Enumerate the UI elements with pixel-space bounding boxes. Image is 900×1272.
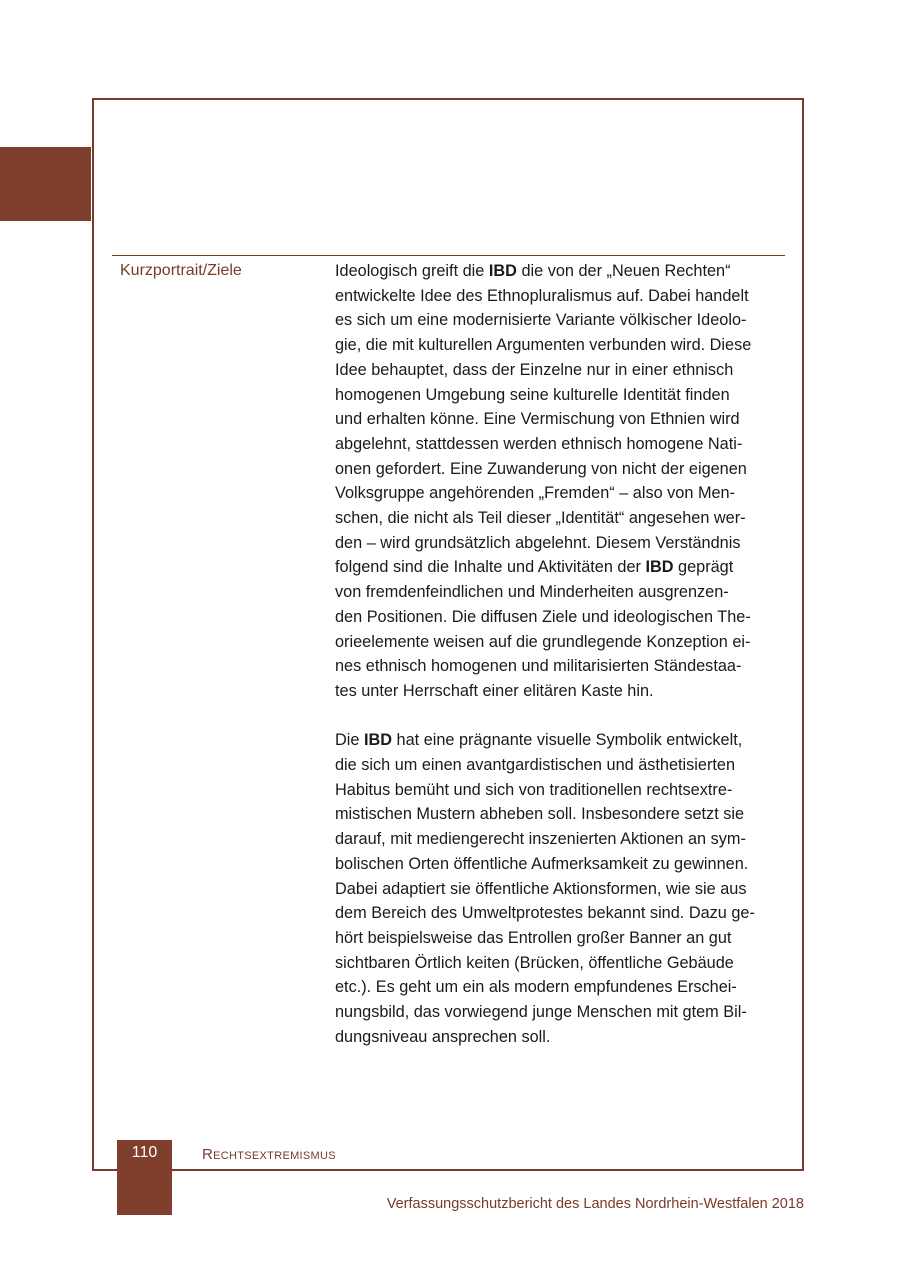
- text-segment: gie, die mit kulturellen Argumenten verbunden wird. Diese: [335, 336, 752, 355]
- paragraph: [335, 728, 780, 1049]
- text-segment: entwickelte Idee des Ethnopluralismus auf. Dabei handelt: [335, 286, 749, 305]
- text-line: [335, 877, 780, 902]
- text-segment: folgend sind die Inhalte und Aktivitäten der: [335, 558, 646, 577]
- text-segment: es sich um eine modernisierte Variante völkischer Ideolo-: [335, 311, 747, 330]
- text-segment: etc.). Es geht um ein als modern empfundenes Erschei-: [335, 978, 737, 997]
- paragraph: [335, 259, 780, 704]
- text-segment: und erhalten könne. Eine Vermischung von Ethnien wird: [335, 410, 740, 429]
- body-text: [335, 259, 780, 1049]
- text-segment: nes ethnisch homogenen und militarisierten Ständestaa-: [335, 657, 742, 676]
- text-segment: schen, die nicht als Teil dieser „Identität“ angesehen wer-: [335, 509, 746, 528]
- text-line: [335, 531, 780, 556]
- text-segment: die von der „Neuen Rechten“: [516, 262, 731, 280]
- section-label: Kurzportrait/Ziele: [120, 262, 242, 279]
- text-segment: den – wird grundsätzlich abgelehnt. Diesem Verständnis: [335, 533, 741, 552]
- text-line: [335, 827, 780, 852]
- running-section-title: Rechtsextremismus: [202, 1146, 336, 1163]
- text-segment: sichtbaren Örtlich keiten (Brücken, öffentliche Gebäude: [335, 953, 734, 972]
- text-segment: tes unter Herrschaft einer elitären Kaste hin.: [335, 681, 654, 700]
- text-line: [335, 506, 780, 531]
- chapter-tab-marker: [0, 147, 91, 221]
- text-segment: bolischen Orten öffentliche Aufmerksamkeit zu gewinnen.: [335, 854, 749, 873]
- text-segment: geprägt: [673, 558, 734, 577]
- text-segment: hört beispielsweise das Entrollen großer Banner an gut: [335, 928, 732, 947]
- emphasis: IBD: [645, 558, 674, 577]
- text-line: [335, 457, 780, 482]
- text-segment: Idee behauptet, dass der Einzelne nur in einer ethnisch: [335, 360, 734, 379]
- text-segment: homogenen Umgebung seine kulturelle Identität finden: [335, 385, 730, 404]
- text-segment: die sich um einen avantgardistischen und ästhetisierten: [335, 756, 736, 775]
- text-line: [335, 975, 780, 1000]
- section-rule: [112, 255, 785, 256]
- text-segment: Die: [335, 731, 364, 750]
- text-line: [335, 481, 780, 506]
- text-line: [335, 951, 780, 976]
- text-line: [335, 679, 780, 704]
- text-line: [335, 630, 780, 655]
- text-line: [335, 728, 780, 753]
- text-line: [335, 852, 780, 877]
- text-segment: hat eine prägnante visuelle Symbolik entwickelt,: [392, 731, 743, 750]
- text-segment: mistischen Mustern abheben soll. Insbesondere setzt sie: [335, 805, 745, 824]
- text-line: [335, 407, 780, 432]
- text-segment: den Positionen. Die diffusen Ziele und ideologischen The-: [335, 607, 751, 626]
- text-segment: dem Bereich des Umweltprotestes bekannt sind. Dazu ge-: [335, 904, 755, 923]
- text-line: [335, 358, 780, 383]
- text-segment: darauf, mit mediengerecht inszenierten Aktionen an sym-: [335, 830, 746, 849]
- text-line: [335, 284, 780, 309]
- text-segment: Habitus bemüht und sich von traditionellen rechtsextre-: [335, 780, 733, 799]
- text-segment: Ideologisch greift die: [335, 262, 489, 280]
- text-line: [335, 259, 780, 284]
- text-line: [335, 901, 780, 926]
- text-line: [335, 1025, 780, 1050]
- text-line: [335, 605, 780, 630]
- publication-footer: Verfassungsschutzbericht des Landes Nordrhein-Westfalen 2018: [386, 1196, 804, 1212]
- text-line: [335, 753, 780, 778]
- text-line: [335, 802, 780, 827]
- text-segment: Volksgruppe angehörenden „Fremden“ – also von Men-: [335, 484, 736, 503]
- text-line: [335, 778, 780, 803]
- text-segment: nungsbild, das vorwiegend junge Menschen mit gtem Bil-: [335, 1003, 747, 1022]
- text-line: [335, 580, 780, 605]
- text-line: [335, 1000, 780, 1025]
- emphasis: IBD: [488, 262, 517, 280]
- text-segment: orieelemente weisen auf die grundlegende Konzeption ei-: [335, 632, 751, 651]
- text-line: [335, 654, 780, 679]
- text-line: [335, 333, 780, 358]
- text-segment: abgelehnt, stattdessen werden ethnisch homogene Nati-: [335, 434, 743, 453]
- text-line: [335, 308, 780, 333]
- text-segment: onen gefordert. Eine Zuwanderung von nicht der eigenen: [335, 459, 747, 478]
- text-segment: Dabei adaptiert sie öffentliche Aktionsformen, wie sie aus: [335, 879, 747, 898]
- text-segment: dungsniveau ansprechen soll.: [335, 1027, 551, 1046]
- text-line: [335, 383, 780, 408]
- page-number: 110: [131, 1144, 158, 1161]
- text-line: [335, 926, 780, 951]
- text-segment: von fremdenfeindlichen und Minderheiten ausgrenzen-: [335, 583, 729, 602]
- text-line: [335, 555, 780, 580]
- emphasis: IBD: [363, 731, 393, 750]
- text-line: [335, 432, 780, 457]
